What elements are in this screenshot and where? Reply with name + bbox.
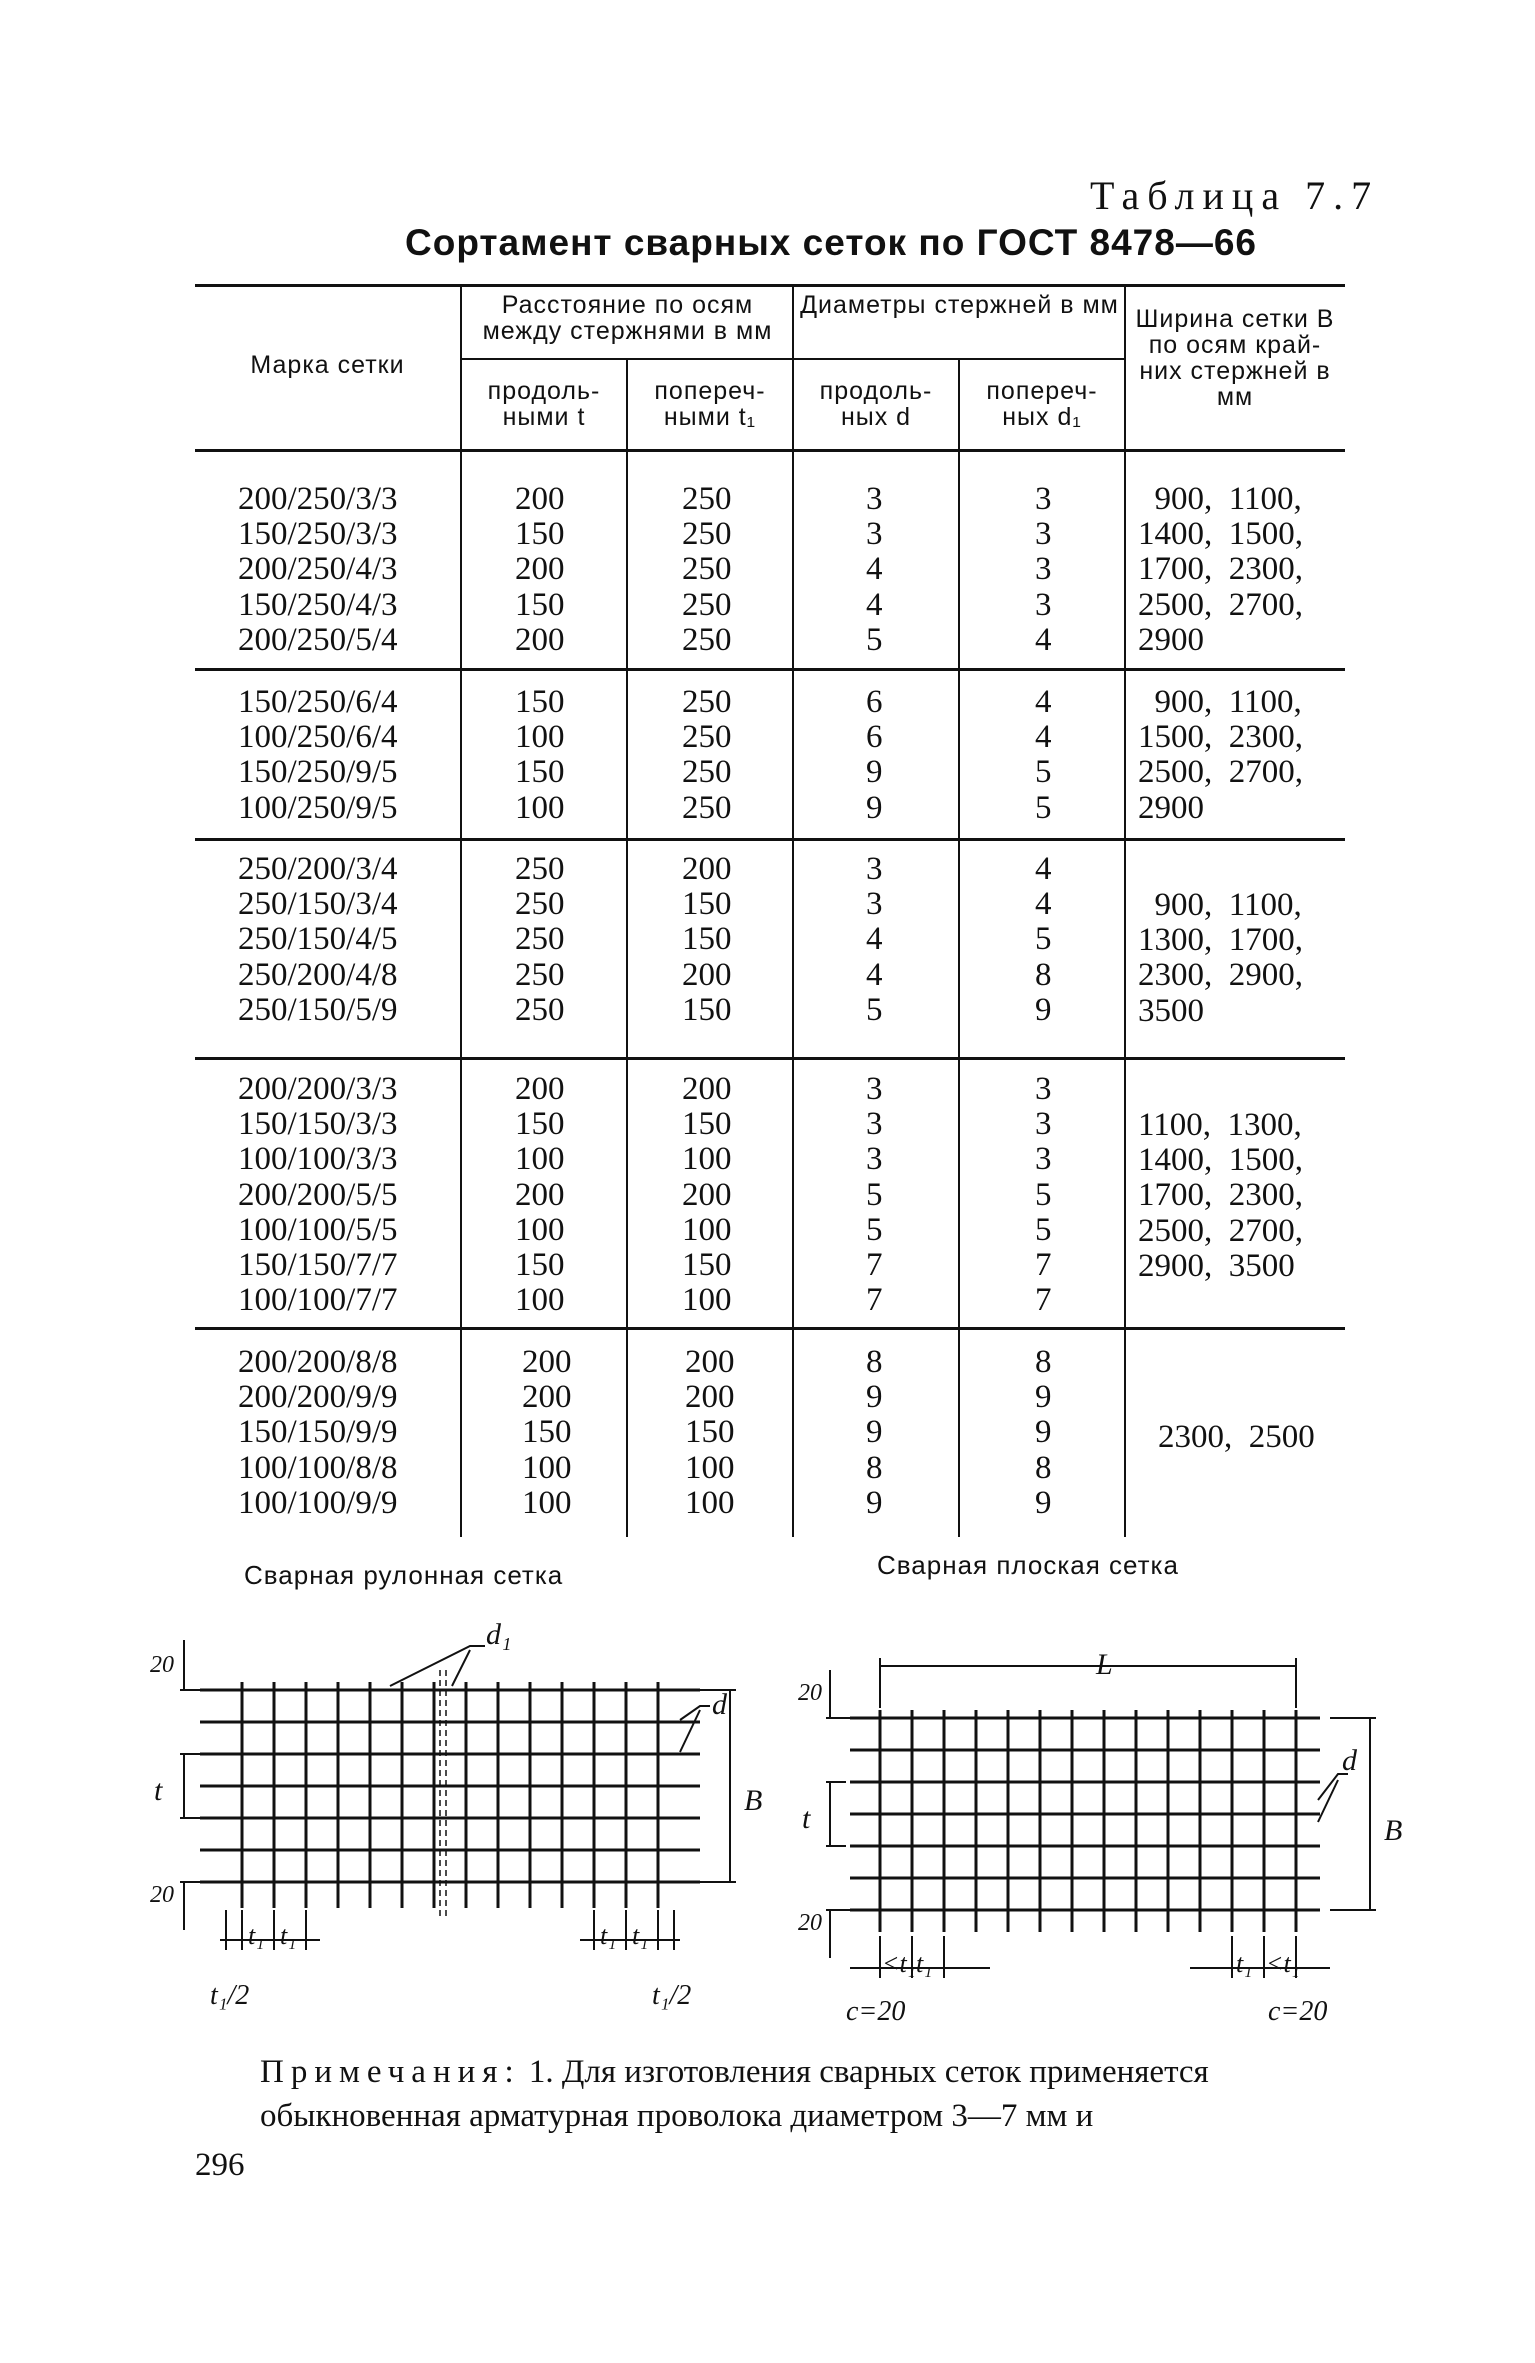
header-diam-trans: попереч- ных d₁ bbox=[986, 377, 1098, 431]
header-divider bbox=[792, 287, 794, 449]
flat-label-t1-left: t₁ bbox=[916, 1949, 933, 1978]
group-2-marks: 150/250/6/4 100/250/6/4 150/250/9/5 100/250/9/5 bbox=[238, 684, 398, 826]
roll-label-t1-a: t₁ bbox=[248, 1921, 265, 1950]
roll-label-b: B bbox=[744, 1784, 763, 1817]
roll-label-20-top: 20 bbox=[150, 1652, 174, 1678]
group-1-marks: 200/250/3/3 150/250/3/3 200/250/4/3 150/250/4/3 200/250/5/4 bbox=[238, 481, 398, 658]
roll-label-t: t bbox=[154, 1774, 163, 1807]
flat-label-b: B bbox=[1384, 1814, 1403, 1847]
table-header-rule bbox=[195, 449, 1345, 452]
table-top-rule bbox=[195, 284, 1345, 287]
flat-label-c20-right: c=20 bbox=[1268, 1996, 1328, 2027]
group-4-marks: 200/200/3/3 150/150/3/3 100/100/3/3 200/200/5/5 100/100/5/5 150/150/7/7 100/100/7/7 bbox=[238, 1071, 398, 1319]
roll-label-t1-half-left: t₁/2 bbox=[210, 1980, 250, 2011]
group-rule bbox=[195, 1057, 1345, 1060]
group-4-d1: 3 3 3 5 5 7 7 bbox=[1035, 1071, 1052, 1319]
flat-mesh-dimension-lines bbox=[826, 1658, 1376, 1978]
caption-roll-mesh: Сварная рулонная сетка bbox=[244, 1560, 564, 1590]
group-4-widths: 1100, 1300, 1400, 1500, 1700, 2300, 2500, 2700, 2900, 3500 bbox=[1138, 1107, 1303, 1284]
body-divider bbox=[958, 452, 960, 1537]
group-rule bbox=[195, 668, 1345, 671]
flat-label-20-top: 20 bbox=[798, 1680, 822, 1706]
group-2-d: 6 6 9 9 bbox=[866, 684, 883, 826]
group-1-t1: 250 250 250 250 250 bbox=[682, 481, 732, 658]
header-subrule bbox=[460, 358, 1124, 360]
table-label: Таблица 7.7 bbox=[1090, 173, 1380, 218]
group-2-t: 150 100 150 100 bbox=[515, 684, 565, 826]
group-2-d1: 4 4 5 5 bbox=[1035, 684, 1052, 826]
flat-label-20-bottom: 20 bbox=[798, 1910, 822, 1936]
header-width: Ширина сетки B по осям край- них стержней в мм bbox=[1135, 305, 1335, 411]
roll-label-20-bottom: 20 bbox=[150, 1882, 174, 1908]
flat-mesh-horizontal-bars bbox=[850, 1718, 1320, 1910]
notes-text: 1. Для изготовления сварных сеток применяется обыкновенная арматурная проволока диаметром 3—7 мм и bbox=[260, 2054, 1209, 2134]
roll-label-d: d bbox=[712, 1688, 727, 1721]
header-mark: Марка сетки bbox=[250, 351, 405, 379]
flat-label-c20-left: c=20 bbox=[846, 1996, 906, 2027]
group-1-d1: 3 3 3 3 4 bbox=[1035, 481, 1052, 658]
flat-label-lt-t1-right: <t₁ bbox=[1266, 1949, 1300, 1978]
group-4-d: 3 3 3 5 5 7 7 bbox=[866, 1071, 883, 1319]
header-diam-group: Диаметры стержней в мм bbox=[800, 291, 1119, 319]
table-title: Сортамент сварных сеток по ГОСТ 8478—66 bbox=[405, 222, 1257, 263]
roll-mesh-dimension-lines bbox=[180, 1640, 736, 1950]
header-spacing-trans: попереч- ными t₁ bbox=[654, 377, 766, 431]
group-4-t: 200 150 100 200 100 150 100 bbox=[515, 1071, 565, 1319]
group-5-t: 200 200 150 100 100 bbox=[522, 1344, 572, 1521]
flat-mesh-diagram bbox=[790, 1640, 1410, 2040]
notes-paragraph bbox=[260, 2050, 1340, 2138]
group-3-t: 250 250 250 250 250 bbox=[515, 851, 565, 1028]
group-1-widths: 900, 1100, 1400, 1500, 1700, 2300, 2500, 2700, 2900 bbox=[1138, 481, 1303, 658]
flat-label-l: L bbox=[1096, 1648, 1113, 1681]
group-3-t1: 200 150 150 200 150 bbox=[682, 851, 732, 1028]
group-1-t: 200 150 200 150 200 bbox=[515, 481, 565, 658]
roll-label-t1-half-right: t₁/2 bbox=[652, 1980, 692, 2011]
group-3-widths: 900, 1100, 1300, 1700, 2300, 2900, 3500 bbox=[1138, 887, 1303, 1029]
roll-mesh-vertical-bars bbox=[242, 1682, 658, 1908]
roll-label-t1-d: t₁ bbox=[632, 1921, 649, 1950]
group-rule bbox=[195, 838, 1345, 841]
group-2-widths: 900, 1100, 1500, 2300, 2500, 2700, 2900 bbox=[1138, 684, 1303, 826]
header-diam-long: продоль- ных d bbox=[819, 377, 933, 431]
header-spacing-group: Расстояние по осям между стержнями в мм bbox=[482, 291, 773, 345]
flat-label-t: t bbox=[802, 1802, 811, 1835]
caption-flat-mesh: Сварная плоская сетка bbox=[877, 1550, 1179, 1580]
group-5-marks: 200/200/8/8 200/200/9/9 150/150/9/9 100/100/8/8 100/100/9/9 bbox=[238, 1344, 398, 1521]
header-spacing-long: продоль- ными t bbox=[487, 377, 601, 431]
group-1-d: 3 3 4 4 5 bbox=[866, 481, 883, 658]
flat-label-lt-t1-left: <t₁ bbox=[882, 1949, 916, 1978]
group-rule bbox=[195, 1327, 1345, 1330]
group-5-d: 8 9 9 8 9 bbox=[866, 1344, 883, 1521]
header-divider bbox=[958, 358, 960, 449]
group-2-t1: 250 250 250 250 bbox=[682, 684, 732, 826]
group-5-t1: 200 200 150 100 100 bbox=[685, 1344, 735, 1521]
header-divider bbox=[1124, 287, 1126, 449]
flat-label-t1-right: t₁ bbox=[1236, 1949, 1253, 1978]
header-divider bbox=[460, 287, 462, 449]
body-divider bbox=[792, 452, 794, 1537]
body-divider bbox=[460, 452, 462, 1537]
body-divider bbox=[626, 452, 628, 1537]
group-5-widths: 2300, 2500 bbox=[1158, 1419, 1315, 1455]
group-5-d1: 8 9 9 8 9 bbox=[1035, 1344, 1052, 1521]
flat-mesh-labels bbox=[798, 1648, 1402, 2027]
roll-label-d1: d₁ bbox=[486, 1618, 512, 1651]
notes-label: Примечания: bbox=[260, 2054, 521, 2090]
body-divider bbox=[1124, 452, 1126, 1537]
roll-mesh-diagram bbox=[140, 1610, 780, 2030]
group-3-d1: 4 4 5 8 9 bbox=[1035, 851, 1052, 1028]
roll-label-t1-b: t₁ bbox=[280, 1921, 297, 1950]
roll-label-t1-c: t₁ bbox=[600, 1921, 617, 1950]
group-4-t1: 200 150 100 200 100 150 100 bbox=[682, 1071, 732, 1319]
group-3-d: 3 3 4 4 5 bbox=[866, 851, 883, 1028]
group-3-marks: 250/200/3/4 250/150/3/4 250/150/4/5 250/200/4/8 250/150/5/9 bbox=[238, 851, 398, 1028]
page-number: 296 bbox=[195, 2147, 245, 2183]
flat-mesh-vertical-bars bbox=[880, 1710, 1296, 1932]
header-divider bbox=[626, 358, 628, 449]
flat-label-d: d bbox=[1342, 1744, 1357, 1777]
